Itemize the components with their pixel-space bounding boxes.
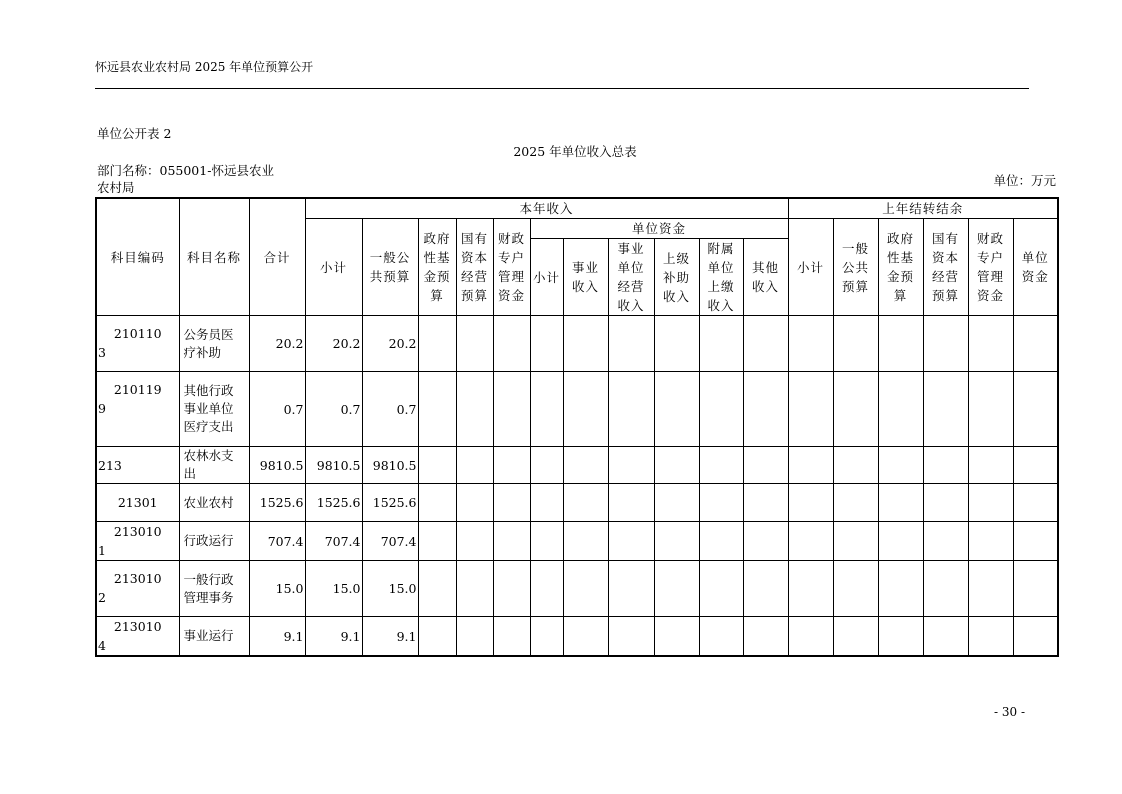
row-subtotal: 1525.6 bbox=[305, 484, 362, 522]
table-row bbox=[96, 522, 1058, 561]
table-row bbox=[96, 561, 1058, 617]
row-general-budget: 1525.6 bbox=[362, 484, 418, 522]
row-subtotal: 707.4 bbox=[305, 522, 362, 561]
row-code: 21301 bbox=[96, 484, 179, 522]
col-co-unit-funds-header: 单位资金 bbox=[1013, 219, 1058, 316]
col-business-income-header: 事业收入 bbox=[563, 239, 608, 316]
row-name: 农业农村 bbox=[179, 484, 249, 522]
table-row bbox=[96, 617, 1058, 657]
table-row bbox=[96, 447, 1058, 484]
col-co-general-header: 一般公共预算 bbox=[833, 219, 878, 316]
row-total: 707.4 bbox=[249, 522, 305, 561]
col-superior-subsidy-header: 上级补助收入 bbox=[654, 239, 699, 316]
row-total: 1525.6 bbox=[249, 484, 305, 522]
table-row bbox=[96, 484, 1058, 522]
row-name: 行政运行 bbox=[179, 522, 249, 561]
row-code: 210110 3 bbox=[96, 316, 179, 372]
row-name: 事业运行 bbox=[179, 617, 249, 657]
table-row bbox=[96, 372, 1058, 447]
row-total: 9810.5 bbox=[249, 447, 305, 484]
col-subtotal-header: 小计 bbox=[305, 219, 362, 316]
row-subtotal: 20.2 bbox=[305, 316, 362, 372]
page-number: - 30 - bbox=[994, 705, 1026, 719]
col-other-income-header: 其他收入 bbox=[743, 239, 788, 316]
col-gov-fund-header: 政府性基金预算 bbox=[418, 219, 456, 316]
col-total-header: 合计 bbox=[249, 198, 305, 316]
row-code: 213010 4 bbox=[96, 617, 179, 657]
col-business-operating-header: 事业单位经营收入 bbox=[608, 239, 654, 316]
col-co-gov-fund-header: 政府性基金预算 bbox=[878, 219, 923, 316]
table-number: 单位公开表 2 bbox=[97, 126, 172, 141]
department-name-line-1: 部门名称：055001-怀远县农业 bbox=[97, 163, 274, 178]
row-general-budget: 15.0 bbox=[362, 561, 418, 617]
row-total: 9.1 bbox=[249, 617, 305, 657]
row-subtotal: 0.7 bbox=[305, 372, 362, 447]
unit-funds-header: 单位资金 bbox=[530, 219, 788, 239]
row-code: 213010 2 bbox=[96, 561, 179, 617]
row-subtotal: 15.0 bbox=[305, 561, 362, 617]
row-total: 20.2 bbox=[249, 316, 305, 372]
col-unit-subtotal-header: 小计 bbox=[530, 239, 563, 316]
col-co-fiscal-special-header: 财政专户管理资金 bbox=[968, 219, 1013, 316]
department-name bbox=[97, 162, 274, 196]
row-general-budget: 707.4 bbox=[362, 522, 418, 561]
row-name: 公务员医疗补助 bbox=[179, 316, 249, 372]
header-title: 怀远县农业农村局 2025 年单位预算公开 bbox=[95, 60, 314, 74]
row-general-budget: 20.2 bbox=[362, 316, 418, 372]
department-name-line-2: 农村局 bbox=[97, 180, 135, 195]
col-general-budget-header: 一般公共预算 bbox=[362, 219, 418, 316]
col-co-subtotal-header: 小计 bbox=[788, 219, 833, 316]
header-rule bbox=[95, 88, 1029, 89]
table-row bbox=[96, 316, 1058, 372]
row-general-budget: 0.7 bbox=[362, 372, 418, 447]
col-co-state-capital-header: 国有资本经营预算 bbox=[923, 219, 968, 316]
row-code: 213 bbox=[96, 447, 179, 484]
row-subtotal: 9.1 bbox=[305, 617, 362, 657]
current-year-income-header: 本年收入 bbox=[305, 198, 788, 219]
col-name-header: 科目名称 bbox=[179, 198, 249, 316]
income-summary-table bbox=[95, 197, 1059, 657]
col-code-header: 科目编码 bbox=[96, 198, 179, 316]
col-affiliated-payment-header: 附属单位上缴收入 bbox=[699, 239, 743, 316]
row-name: 其他行政事业单位医疗支出 bbox=[179, 372, 249, 447]
row-total: 0.7 bbox=[249, 372, 305, 447]
row-name: 一般行政管理事务 bbox=[179, 561, 249, 617]
carryover-header: 上年结转结余 bbox=[788, 198, 1058, 219]
col-state-capital-header: 国有资本经营预算 bbox=[456, 219, 493, 316]
table-title: 2025 年单位收入总表 bbox=[513, 144, 637, 159]
row-code: 210119 9 bbox=[96, 372, 179, 447]
row-subtotal: 9810.5 bbox=[305, 447, 362, 484]
row-general-budget: 9810.5 bbox=[362, 447, 418, 484]
row-name: 农林水支出 bbox=[179, 447, 249, 484]
row-total: 15.0 bbox=[249, 561, 305, 617]
row-code: 213010 1 bbox=[96, 522, 179, 561]
unit-label: 单位：万元 bbox=[993, 173, 1056, 188]
row-general-budget: 9.1 bbox=[362, 617, 418, 657]
col-fiscal-special-header: 财政专户管理资金 bbox=[493, 219, 530, 316]
